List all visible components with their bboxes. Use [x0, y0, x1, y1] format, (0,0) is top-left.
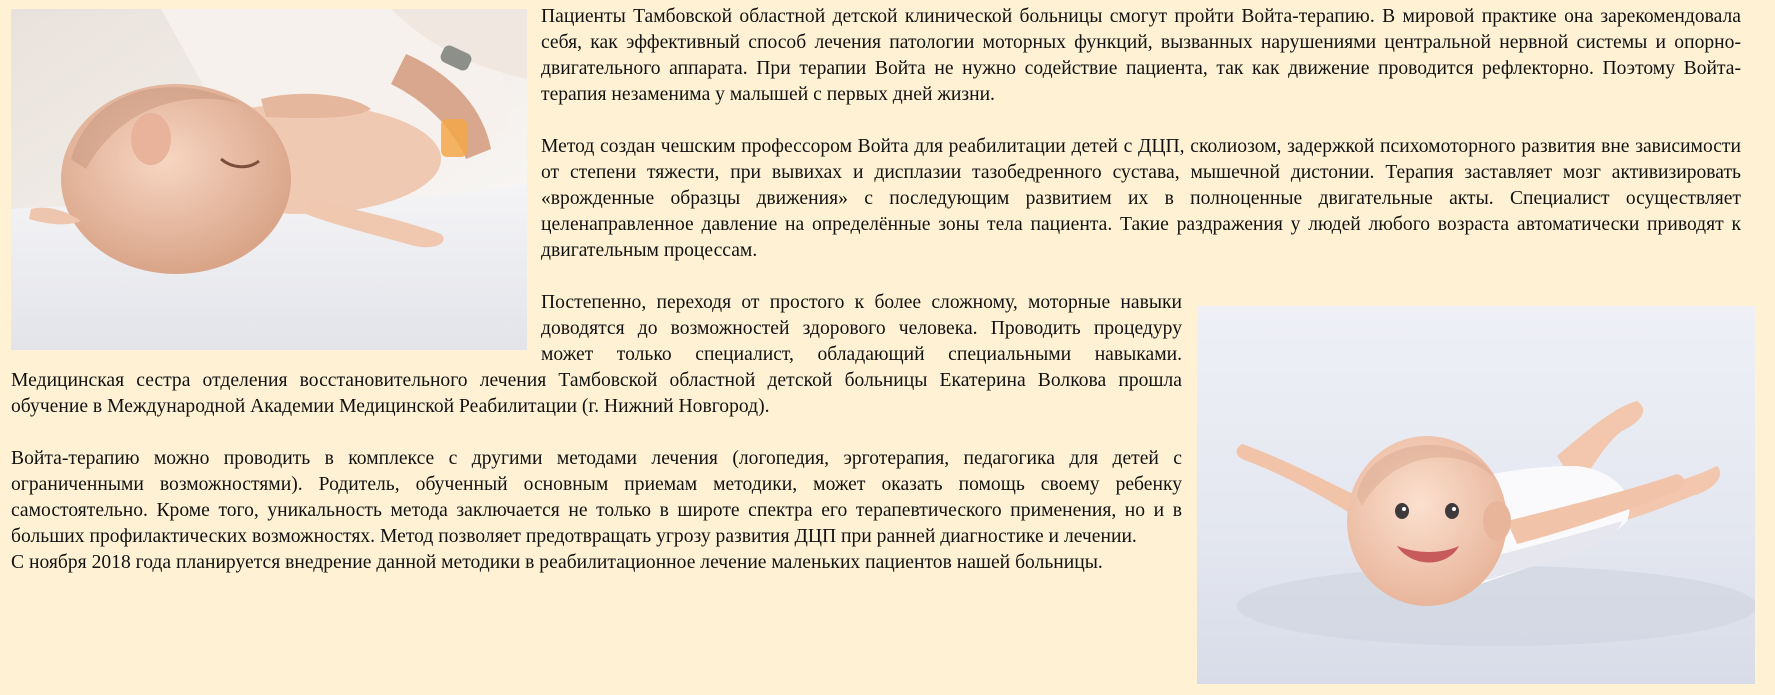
smiling-baby-photo — [1197, 306, 1755, 684]
paragraph-2: Метод создан чешским профессором Войта для реабилитации детей с ДЦП, сколиозом, задержкой психомоторного развития вне зависимости от степени тяжести, при вывихах и дисплазии тазобедренного сустава, мышечной дистонии. Терапия заставляет мозг активизировать «врожденные образцы движения» с последующим развитием их в полноценные двигательные акты. Специалист осуществляет целенаправленное давление на определённые зоны тела пациента. Такие раздражения у людей любого возраста автоматически приводят к двигательным процессам. — [541, 136, 1741, 261]
baby-therapy-image — [11, 9, 527, 350]
paragraph-3: Постепенно, переходя от простого к более сложному, моторные навыки доводятся до возможностей здорового человека. Проводить процедуру может только специалист, обладающий специальными навыками. Медицинская сестра отделения восстановительного лечения Тамбовской областной детской больницы Екатерина Волкова прошла обучение в Международной Академии Медицинской Реабилитации (г. Нижний Новгород). — [11, 292, 1182, 417]
paragraph-4: Войта-терапию можно проводить в комплексе с другими методами лечения (логопедия, эрготерапия, педагогика для детей с ограниченными возможностями). Родитель, обученный основным приемам методики, может оказать помощь своему ребенку самостоятельно. Кроме того, уникальность метода заключается не только в широте спектра его терапевтического применения, но и в больших профилактических возможностях. Метод позволяет предотвращать угрозу развития ДЦП при ранней диагностике и лечении. — [11, 448, 1182, 547]
paragraph-1: Пациенты Тамбовской областной детской клинической больницы смогут пройти Войта-терапию. В мировой практике она зарекомендовала себя, как эффективный способ лечения патологии моторных функций, вызванных нарушениями центральной нервной системы и опорно-двигательного аппарата. При терапии Войта не нужно содействие пациента, так как движение проводится рефлекторно. Поэтому Войта-терапия незаменима у малышей с первых дней жизни. — [541, 6, 1741, 105]
article — [11, 4, 1742, 684]
smiling-baby-image — [1197, 306, 1755, 684]
baby-therapy-photo — [11, 9, 527, 350]
paragraph-5: С ноября 2018 года планируется внедрение данной методики в реабилитационное лечение маленьких пациентов нашей больницы. — [11, 552, 1103, 573]
